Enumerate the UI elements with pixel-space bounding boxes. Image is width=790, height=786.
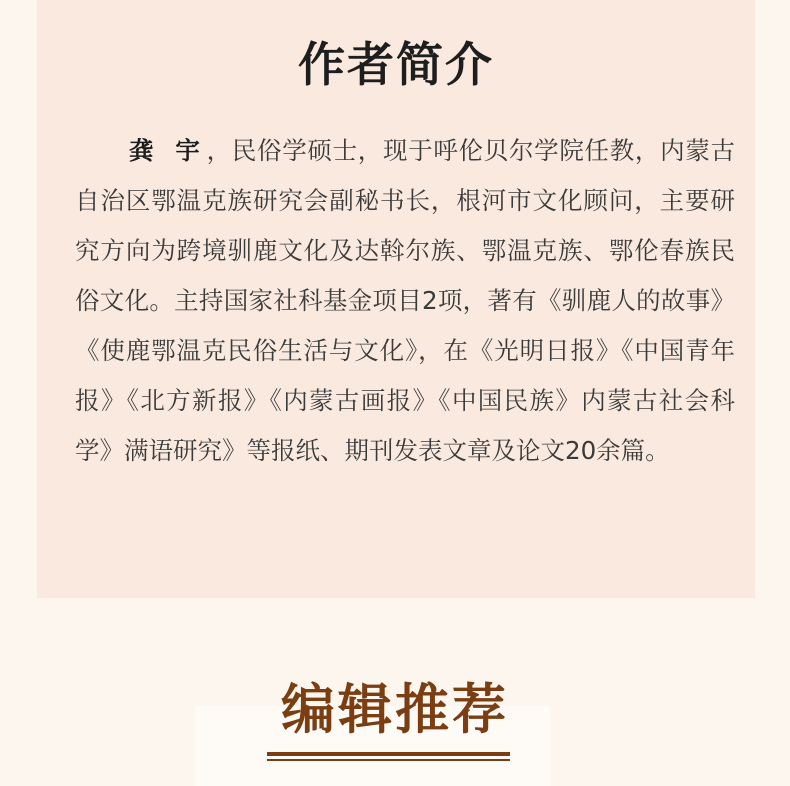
author-intro-title: 作者简介 xyxy=(298,38,494,93)
title-underline-thin xyxy=(267,759,510,761)
author-bio xyxy=(75,126,735,476)
author-name: 龚 宇 xyxy=(129,136,207,165)
editor-recommendation-section xyxy=(0,598,790,777)
editor-recommendation-title: 编辑推荐 xyxy=(281,677,509,741)
title-underline-thick xyxy=(267,752,510,756)
author-intro-panel xyxy=(37,0,755,598)
author-bio-text: ，民俗学硕士，现于呼伦贝尔学院任教，内蒙古自治区鄂温克族研究会副秘书长，根河市文化顾问，主要研究方向为跨境驯鹿文化及达斡尔族、鄂温克族、鄂伦春族民俗文化。主持国家社科基金项目2项，著有《驯鹿人的故事》《使鹿鄂温克民俗生活与文化》，在《光明日报》《中国青年报》《北方新报》《内蒙古画报》《中国民族》内蒙古社会科学》满语研究》等报纸、期刊发表文章及论文20余篇。 xyxy=(75,136,736,465)
